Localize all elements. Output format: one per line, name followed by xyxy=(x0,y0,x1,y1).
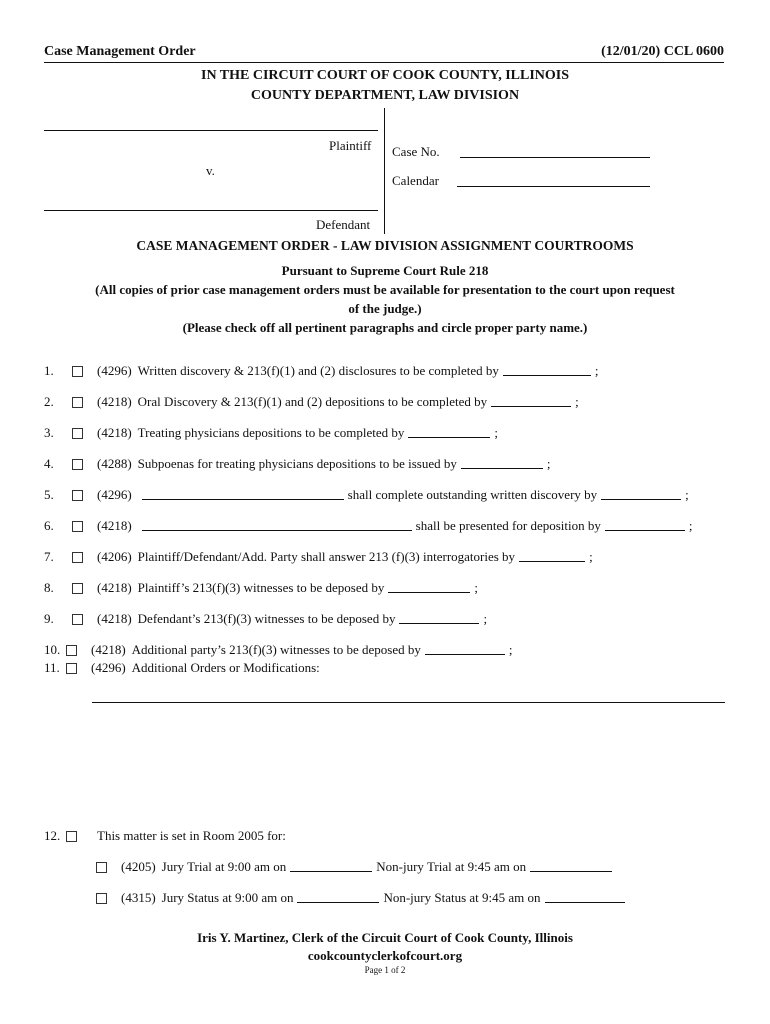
non-jury-trial-text: Non-jury Trial at 9:45 am on xyxy=(376,859,527,874)
item-terminator: ; xyxy=(594,363,599,378)
list-item xyxy=(44,660,744,678)
clerk-name: Iris Y. Martinez, Clerk of the Circuit Court of Cook County, Illinois xyxy=(197,930,573,945)
list-item xyxy=(44,828,744,846)
list-item xyxy=(44,487,744,505)
item-text: Additional Orders or Modifications: xyxy=(131,660,320,675)
item-number: 2. xyxy=(44,394,54,409)
item-checkbox[interactable] xyxy=(72,614,83,625)
list-item xyxy=(44,580,744,598)
list-item xyxy=(44,456,744,474)
item-code: (4315) xyxy=(121,890,156,905)
item-number: 5. xyxy=(44,487,54,502)
item-number: 11. xyxy=(44,660,60,675)
case-no-field[interactable] xyxy=(460,157,650,158)
date-field[interactable] xyxy=(605,518,685,531)
rule-reference: Pursuant to Supreme Court Rule 218 xyxy=(281,263,489,278)
caption-divider xyxy=(384,108,385,234)
item-code: (4296) xyxy=(97,363,132,378)
defendant-label: Defendant xyxy=(316,217,371,232)
calendar-label: Calendar xyxy=(392,173,439,188)
order-title: CASE MANAGEMENT ORDER - LAW DIVISION ASSIGNMENT COURTROOMS xyxy=(136,238,634,253)
item-text: Written discovery & 213(f)(1) and (2) disclosures to be completed by xyxy=(137,363,499,378)
item-text: This matter is set in Room 2005 for: xyxy=(97,828,286,843)
date-field[interactable] xyxy=(461,456,543,469)
item-checkbox[interactable] xyxy=(72,490,83,501)
item-number: 10. xyxy=(44,642,61,657)
item-terminator: ; xyxy=(508,642,513,657)
non-jury-status-date-field[interactable] xyxy=(545,890,625,903)
item-code: (4205) xyxy=(121,859,156,874)
jury-trial-text: Jury Trial at 9:00 am on xyxy=(161,859,287,874)
copies-note-line2: of the judge.) xyxy=(348,301,422,316)
item-code: (4218) xyxy=(97,518,132,533)
date-field[interactable] xyxy=(503,363,591,376)
item-checkbox[interactable] xyxy=(72,428,83,439)
item-code: (4288) xyxy=(97,456,132,471)
item-text: Treating physicians depositions to be completed by xyxy=(137,425,405,440)
item-number: 9. xyxy=(44,611,54,626)
plaintiff-name-line[interactable] xyxy=(44,130,378,131)
item-code: (4218) xyxy=(97,425,132,440)
item-text: Plaintiff/Defendant/Add. Party shall answer 213 (f)(3) interrogatories by xyxy=(137,549,516,564)
item-number: 12. xyxy=(44,828,61,843)
status-checkbox[interactable] xyxy=(96,893,107,904)
item-checkbox[interactable] xyxy=(66,663,77,674)
item-checkbox[interactable] xyxy=(72,459,83,470)
jury-status-date-field[interactable] xyxy=(297,890,379,903)
item-code: (4218) xyxy=(91,642,126,657)
list-item xyxy=(44,394,744,412)
list-item xyxy=(44,518,744,536)
date-field[interactable] xyxy=(408,425,490,438)
plaintiff-label: Plaintiff xyxy=(329,138,372,153)
trial-setting xyxy=(96,859,770,877)
date-field[interactable] xyxy=(519,549,585,562)
versus-label: v. xyxy=(206,163,215,178)
item-number: 8. xyxy=(44,580,54,595)
item-checkbox[interactable] xyxy=(72,583,83,594)
date-field[interactable] xyxy=(399,611,479,624)
clerk-website: cookcountyclerkofcourt.org xyxy=(307,948,463,963)
item-terminator: ; xyxy=(685,487,689,502)
item-text: Defendant’s 213(f)(3) witnesses to be deposed by xyxy=(137,611,396,626)
item-text: Subpoenas for treating physicians depositions to be issued by xyxy=(137,456,457,471)
item-checkbox[interactable] xyxy=(72,397,83,408)
list-item xyxy=(44,425,744,443)
item-number: 4. xyxy=(44,456,54,471)
copies-note-line1: (All copies of prior case management orders must be available for presentation to the court upon request xyxy=(95,282,675,297)
list-item xyxy=(44,642,744,660)
non-jury-status-text: Non-jury Status at 9:45 am on xyxy=(383,890,541,905)
header-rule xyxy=(44,62,724,63)
calendar-field[interactable] xyxy=(457,186,650,187)
item-checkbox[interactable] xyxy=(72,521,83,532)
item-number: 7. xyxy=(44,549,54,564)
item-code: (4296) xyxy=(97,487,132,502)
item-number: 3. xyxy=(44,425,54,440)
non-jury-trial-date-field[interactable] xyxy=(530,859,612,872)
item-number: 6. xyxy=(44,518,54,533)
trial-checkbox[interactable] xyxy=(96,862,107,873)
case-no-label: Case No. xyxy=(392,144,440,159)
item-text: Oral Discovery & 213(f)(1) and (2) depositions to be completed by xyxy=(137,394,488,409)
date-field[interactable] xyxy=(491,394,571,407)
additional-orders-field[interactable] xyxy=(92,702,725,703)
item-terminator: ; xyxy=(474,580,479,595)
item-terminator: ; xyxy=(546,456,551,471)
list-item xyxy=(44,611,744,629)
item-terminator: ; xyxy=(483,611,488,626)
item-text: shall complete outstanding written discovery by xyxy=(347,487,598,502)
court-department: COUNTY DEPARTMENT, LAW DIVISION xyxy=(250,88,520,103)
item-text: Additional party’s 213(f)(3) witnesses to be deposed by xyxy=(131,642,421,657)
date-field[interactable] xyxy=(601,487,681,500)
jury-trial-date-field[interactable] xyxy=(290,859,372,872)
page-number: Page 1 of 2 xyxy=(364,965,406,975)
item-terminator: ; xyxy=(688,518,693,533)
item-code: (4296) xyxy=(91,660,126,675)
list-item xyxy=(44,549,744,567)
item-number: 1. xyxy=(44,363,54,378)
item-checkbox[interactable] xyxy=(66,645,77,656)
party-name-field[interactable] xyxy=(142,518,412,531)
date-field[interactable] xyxy=(425,642,505,655)
jury-status-text: Jury Status at 9:00 am on xyxy=(161,890,294,905)
item-code: (4218) xyxy=(97,394,132,409)
check-instructions: (Please check off all pertinent paragraphs and circle proper party name.) xyxy=(182,320,588,335)
court-name: IN THE CIRCUIT COURT OF COOK COUNTY, ILLINOIS xyxy=(201,68,569,83)
item-text: Plaintiff’s 213(f)(3) witnesses to be deposed by xyxy=(137,580,385,595)
item-code: (4218) xyxy=(97,580,132,595)
item-code: (4218) xyxy=(97,611,132,626)
form-name: Case Management Order xyxy=(44,44,196,59)
status-setting xyxy=(96,890,770,908)
item-checkbox[interactable] xyxy=(72,552,83,563)
item-code: (4206) xyxy=(97,549,132,564)
item-terminator: ; xyxy=(575,394,579,409)
defendant-name-line[interactable] xyxy=(44,210,378,211)
item-terminator: ; xyxy=(494,425,499,440)
item-terminator: ; xyxy=(589,549,593,564)
item-checkbox[interactable] xyxy=(66,831,77,842)
item-checkbox[interactable] xyxy=(72,366,83,377)
item-text: shall be presented for deposition by xyxy=(415,518,601,533)
form-code: (12/01/20) CCL 0600 xyxy=(601,44,724,59)
party-name-field[interactable] xyxy=(142,487,344,500)
date-field[interactable] xyxy=(388,580,470,593)
list-item xyxy=(44,363,744,381)
